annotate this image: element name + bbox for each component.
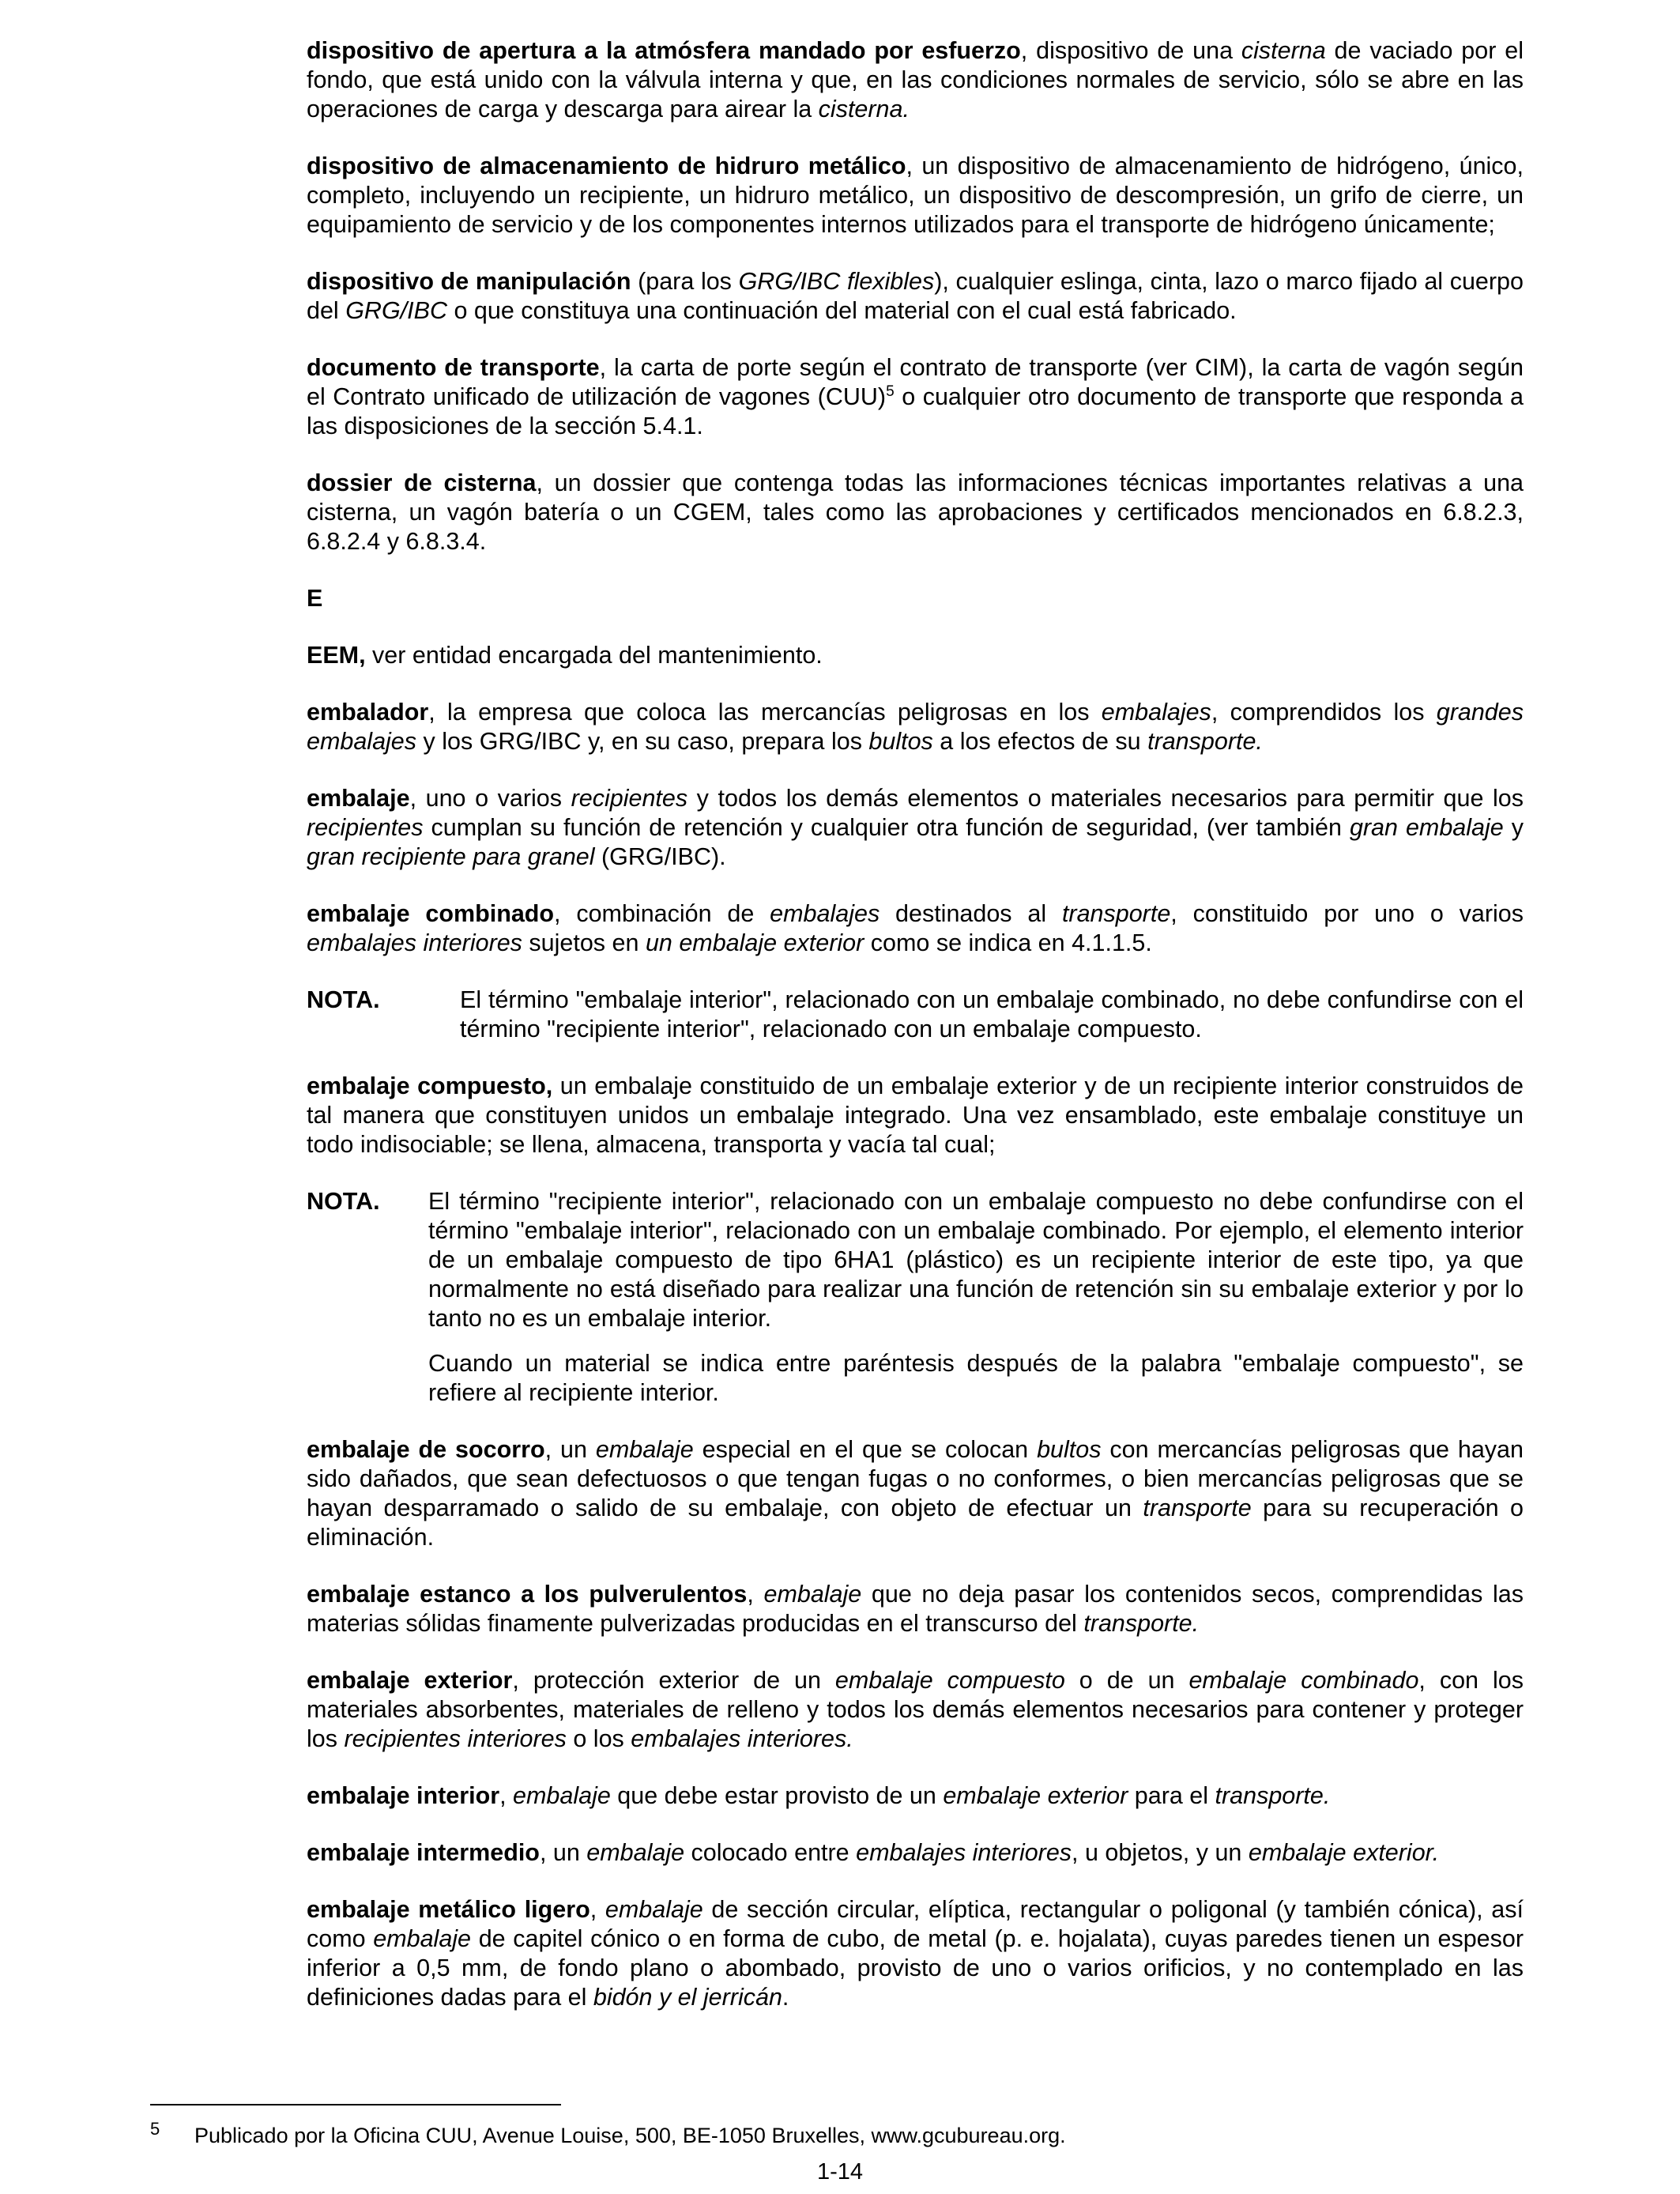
glossary-term: embalaje combinado — [307, 900, 555, 927]
defined-term-reference: embalaje — [763, 1581, 862, 1608]
definition-text: , — [499, 1782, 514, 1809]
defined-term-reference: embalaje — [605, 1896, 703, 1923]
defined-term-reference: embalaje — [373, 1925, 472, 1952]
defined-term-reference: transporte. — [1215, 1782, 1331, 1809]
definition-text: ), cualquier eslinga, cinta, lazo o marco fijado al cuerpo del — [307, 268, 1524, 324]
definition-text: , — [590, 1896, 605, 1923]
definition-text: (GRG/IBC). — [594, 843, 726, 870]
glossary-term: embalaje compuesto, — [307, 1072, 553, 1099]
glossary-term: embalaje interior — [307, 1782, 500, 1809]
glossary-entry — [307, 641, 1524, 670]
glossary-entry — [307, 469, 1524, 556]
definition-text: , comprendidos los — [1211, 699, 1437, 726]
definition-text: , con los materiales absorbentes, materiales de relleno y todos los demás elementos necesarios para contener y proteger los — [307, 1667, 1524, 1752]
glossary-entry — [307, 899, 1524, 958]
definition-text: o de un — [1064, 1667, 1189, 1694]
glossary-entry — [307, 1580, 1524, 1638]
defined-term-reference: gran recipiente para granel — [307, 843, 595, 870]
definition-text: , constituido por uno o varios — [1170, 900, 1524, 927]
definition-text: , la carta de porte según el contrato de transporte (ver CIM), la carta de vagón según el Contrato unificado de utilización de vagones (CUU) — [307, 354, 1524, 410]
glossary-entry — [307, 36, 1524, 124]
definition-text: cumplan su función de retención y cualquier otra función de seguridad, (ver también — [423, 814, 1350, 841]
glossary-term: EEM, — [307, 642, 366, 669]
glossary-entry — [307, 1666, 1524, 1754]
glossary-entry — [307, 353, 1524, 441]
definition-text: para el — [1128, 1782, 1215, 1809]
defined-term-reference: embalajes — [770, 900, 880, 927]
definition-text: . — [782, 1984, 789, 2011]
definition-text: , combinación de — [554, 900, 770, 927]
glossary-term: dossier de cisterna — [307, 469, 537, 496]
page-number: 1-14 — [816, 2159, 864, 2185]
glossary-term: embalaje intermedio — [307, 1839, 540, 1866]
definition-text: de vaciado por el fondo, que está unido con la válvula interna y que, en las condiciones normales de servicio, sólo se abre en las operaciones de carga y descarga para airear la — [307, 37, 1524, 123]
definition-text: , un dispositivo de almacenamiento de hidrógeno, único, completo, incluyendo un recipiente, un hidruro metálico, un dispositivo de descompresión, un grifo de cierre, un equipamiento de servicio y de los componentes internos utilizados para el transporte de hidrógeno únicamente; — [307, 153, 1524, 238]
definition-text: y todos los demás elementos o materiales necesarios para permitir que los — [687, 785, 1524, 812]
footnote-reference: 5 — [886, 383, 895, 400]
defined-term-reference: recipientes interiores — [344, 1725, 567, 1752]
glossary-entry — [307, 267, 1524, 326]
glossary-term: embalador — [307, 699, 429, 726]
defined-term-reference: embalaje combinado — [1188, 1667, 1419, 1694]
definition-text: de capitel cónico o en forma de cubo, de metal (p. e. hojalata), cuyas paredes tienen un espesor inferior a 0,5 mm, de fondo plano o abombado, provisto de uno o varios orificios, y no contemplado en las definiciones dadas para el — [307, 1925, 1524, 2011]
defined-term-reference: grandes embalajes — [307, 699, 1524, 755]
defined-term-reference: embalaje — [586, 1839, 685, 1866]
defined-term-reference: transporte — [1061, 900, 1171, 927]
defined-term-reference: transporte. — [1147, 728, 1263, 755]
defined-term-reference: bultos — [868, 728, 933, 755]
definition-text: destinados al — [880, 900, 1062, 927]
definition-text: , protección exterior de un — [512, 1667, 835, 1694]
definition-text: , un — [539, 1839, 587, 1866]
definition-text: y — [1503, 814, 1524, 841]
defined-term-reference: cisterna. — [818, 96, 910, 123]
note-block — [307, 986, 1524, 1044]
glossary-entry — [307, 698, 1524, 756]
defined-term-reference: transporte. — [1083, 1610, 1200, 1637]
glossary-entry — [307, 1781, 1524, 1811]
definition-text: , un — [544, 1436, 596, 1463]
definition-text: especial en el que se colocan — [693, 1436, 1038, 1463]
note-paragraph: Cuando un material se indica entre paréntesis después de la palabra "embalaje compuesto", se refiere al recipiente interior. — [428, 1350, 1524, 1406]
defined-term-reference: embalaje compuesto — [834, 1667, 1065, 1694]
definition-text: que debe estar provisto de un — [610, 1782, 944, 1809]
note-paragraph: El término "recipiente interior", relacionado con un embalaje compuesto no debe confundirse con el término "embalaje interior", relacionado con un embalaje combinado. Por ejemplo, el elemento interior de un embalaje compuesto de tipo 6HA1 (plástico) es un recipiente interior de este tipo, ya que normalmente no está diseñado para realizar una función de retención sin su embalaje exterior y por lo tanto no es un embalaje interior. — [428, 1188, 1524, 1332]
glossary-content — [307, 36, 1524, 2040]
defined-term-reference: un embalaje exterior — [645, 929, 864, 956]
definition-text: , dispositivo de una — [1020, 37, 1241, 64]
glossary-term: dispositivo de manipulación — [307, 268, 631, 295]
defined-term-reference: gran embalaje — [1349, 814, 1504, 841]
defined-term-reference: recipientes — [571, 785, 688, 812]
glossary-term: embalaje — [307, 785, 410, 812]
defined-term-reference: GRG/IBC flexibles — [738, 268, 935, 295]
definition-text: para su recuperación o eliminación. — [307, 1495, 1524, 1551]
footnote-number: 5 — [150, 2119, 160, 2139]
footnote-separator — [150, 2104, 561, 2105]
definition-text: y los GRG/IBC y, en su caso, prepara los — [416, 728, 869, 755]
defined-term-reference: embalaje exterior — [943, 1782, 1128, 1809]
glossary-term: dispositivo de apertura a la atmósfera mandado por esfuerzo — [307, 37, 1021, 64]
defined-term-reference: bidón y el jerricán — [593, 1984, 782, 2011]
defined-term-reference: embalajes interiores — [856, 1839, 1072, 1866]
definition-text: o cualquier otro documento de transporte que responda a las disposiciones de la sección 5.4.1. — [307, 383, 1524, 439]
note-body — [460, 986, 1524, 1044]
definition-text: con mercancías peligrosas que hayan sido dañados, que sean defectuosos o que tengan fugas o no conformes, o bien mercancías peligrosas que se hayan desparramado o salido de su embalaje, con objeto de efectuar un — [307, 1436, 1524, 1521]
defined-term-reference: embalajes — [1101, 699, 1211, 726]
defined-term-reference: GRG/IBC — [345, 297, 447, 324]
definition-text: un embalaje constituido de un embalaje exterior y de un recipiente interior construidos de tal manera que constituyen unidos un embalaje integrado. Una vez ensamblado, este embalaje constituye un todo indisociable; se llena, almacena, transporta y vacía tal cual; — [307, 1072, 1524, 1158]
definition-text: , — [747, 1581, 764, 1608]
defined-term-reference: embalaje — [513, 1782, 611, 1809]
definition-text: , un dossier que contenga todas las informaciones técnicas importantes relativas a una cisterna, un vagón batería o un CGEM, tales como las aprobaciones y certificados mencionados en 6.8.2.3, 6.8.2.4 y 6.8.3.4. — [307, 469, 1524, 555]
note-label: NOTA. — [307, 986, 380, 1013]
glossary-term: embalaje exterior — [307, 1667, 513, 1694]
definition-text: , la empresa que coloca las mercancías peligrosas en los — [428, 699, 1102, 726]
definition-text: a los efectos de su — [932, 728, 1148, 755]
defined-term-reference: embalajes interiores. — [631, 1725, 853, 1752]
definition-text: de sección circular, elíptica, rectangular o poligonal (y también cónica), así como — [307, 1896, 1524, 1952]
glossary-term: embalaje estanco a los pulverulentos — [307, 1581, 748, 1608]
glossary-entry — [307, 1435, 1524, 1552]
definition-text: colocado entre — [684, 1839, 857, 1866]
note-body — [428, 1187, 1524, 1408]
definition-text: , u objetos, y un — [1072, 1839, 1249, 1866]
glossary-entry — [307, 784, 1524, 872]
definition-text: (para los — [631, 268, 739, 295]
defined-term-reference: embalaje exterior. — [1248, 1839, 1440, 1866]
section-letter-heading: E — [307, 585, 323, 612]
glossary-entry — [307, 1895, 1524, 2012]
defined-term-reference: bultos — [1037, 1436, 1102, 1463]
defined-term-reference: cisterna — [1241, 37, 1326, 64]
note-block — [307, 1187, 1524, 1408]
definition-text: o que constituya una continuación del material con el cual está fabricado. — [446, 297, 1237, 324]
glossary-term: embalaje de socorro — [307, 1436, 545, 1463]
glossary-entry — [307, 1838, 1524, 1868]
defined-term-reference: embalajes interiores — [307, 929, 522, 956]
glossary-entry — [307, 1072, 1524, 1159]
definition-text: que no deja pasar los contenidos secos, comprendidas las materias sólidas finamente pulverizadas producidas en el transcurso del — [307, 1581, 1524, 1637]
glossary-term: dispositivo de almacenamiento de hidruro metálico — [307, 153, 906, 179]
note-paragraph: El término "embalaje interior", relacionado con un embalaje combinado, no debe confundirse con el término "recipiente interior", relacionado con un embalaje compuesto. — [460, 986, 1524, 1042]
defined-term-reference: embalaje — [595, 1436, 694, 1463]
note-label: NOTA. — [307, 1188, 380, 1215]
defined-term-reference: transporte — [1143, 1495, 1252, 1521]
definition-text: o los — [566, 1725, 631, 1752]
definition-text: ver entidad encargada del mantenimiento. — [365, 642, 823, 669]
definition-text: como se indica en 4.1.1.5. — [864, 929, 1152, 956]
footnote-text: Publicado por la Oficina CUU, Avenue Louise, 500, BE-1050 Bruxelles, www.gcubureau.org. — [194, 2124, 1066, 2147]
glossary-term: embalaje metálico ligero — [307, 1896, 590, 1923]
glossary-term: documento de transporte — [307, 354, 600, 381]
defined-term-reference: recipientes — [307, 814, 424, 841]
definition-text: sujetos en — [522, 929, 646, 956]
definition-text: , uno o varios — [409, 785, 571, 812]
glossary-entry — [307, 152, 1524, 239]
